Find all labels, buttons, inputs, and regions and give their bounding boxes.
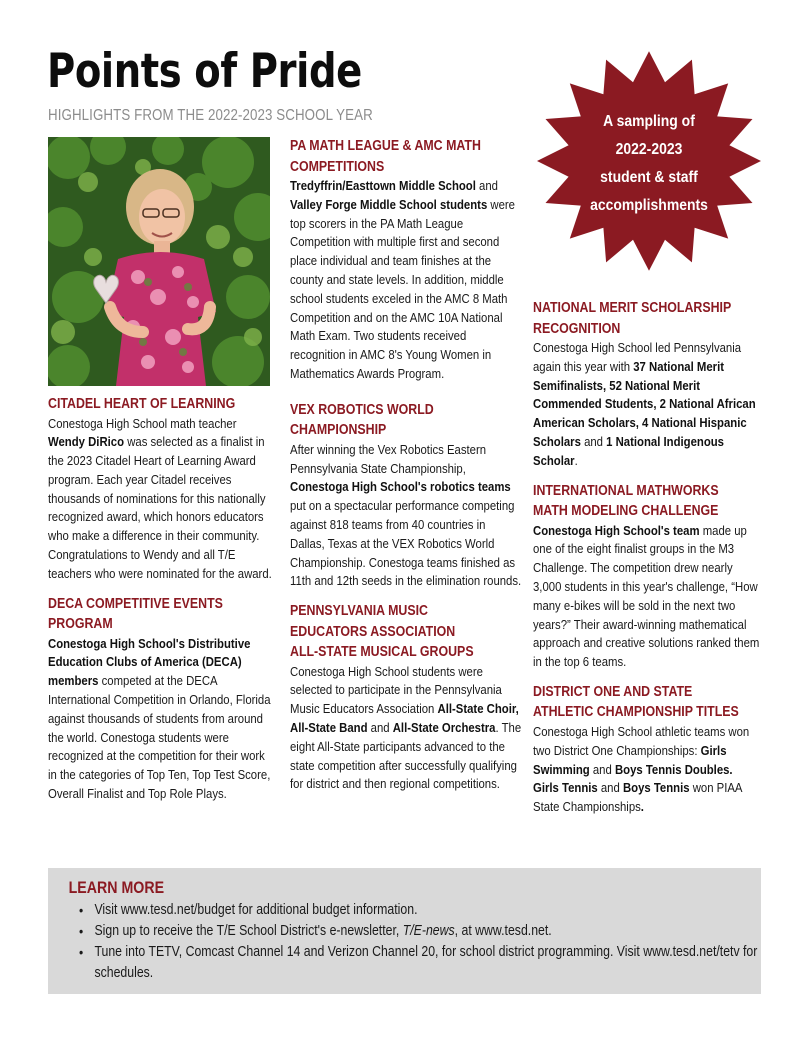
section-body: Conestoga High School athletic teams won two District One Championships: Girls Swimming and Boys Tennis Doubles. Girls Tennis and Boys Tennis won PIAA State Championships. — [533, 723, 750, 815]
section-heading: CITADEL HEART OF LEARNING — [48, 396, 236, 412]
section-heading: PA MATH LEAGUE & AMC MATH COMPETITIONS — [290, 138, 481, 175]
badge-line: 2022-2023 — [615, 141, 683, 158]
section-heading: PENNSYLVANIA MUSIC EDUCATORS ASSOCIATION ALL-STATE MUSICAL GROUPS — [290, 603, 474, 661]
athletic-section — [533, 682, 761, 817]
national-merit-section — [533, 298, 761, 471]
column-3 — [533, 298, 761, 827]
deca-section — [48, 594, 274, 804]
teacher-photo — [48, 137, 270, 386]
section-body: Conestoga High School's Distributive Education Clubs of America (DECA) members competed at the DECA International Competition in Orlando, Florida against thousands of students from around the world. Conestoga students were recognized at the competition for their work in the categories of Top Ten, Top Test Score, Overall Finalist and Top Role Plays. — [48, 635, 271, 802]
list-item: • Tune into TETV, Comcast Channel 14 and Verizon Channel 20, for school district programming. Visit www.tesd.net/tetv for schedules. — [69, 942, 761, 984]
badge-line: accomplishments — [590, 197, 708, 214]
badge-text — [562, 108, 737, 220]
section-heading: NATIONAL MERIT SCHOLARSHIP RECOGNITION — [533, 300, 732, 337]
badge-line: A sampling of — [603, 113, 695, 130]
section-heading: VEX ROBOTICS WORLD CHAMPIONSHIP — [290, 401, 434, 439]
learn-more-list — [69, 900, 761, 984]
learn-more-box — [48, 868, 761, 994]
section-heading: INTERNATIONAL MATHWORKS MATH MODELING CHALLENGE — [533, 482, 719, 520]
section-body: Conestoga High School math teacher Wendy DiRico was selected as a finalist in the 2023 Citadel Heart of Learning Award program. Each year Citadel receives thousands of nominations for this nationally recognized award, which honors educators who make a difference in their community. Congratulations to Wendy and all T/E teachers who were nominated for the award. — [48, 415, 272, 581]
page-subtitle: HIGHLIGHTS FROM THE 2022-2023 SCHOOL YEAR — [48, 107, 373, 124]
badge-line: student & staff — [600, 169, 698, 186]
mathworks-section — [533, 481, 761, 672]
column-2 — [290, 136, 522, 804]
pmea-section — [290, 601, 522, 794]
column-1 — [48, 394, 274, 814]
learn-more-title: LEARN MORE — [68, 879, 165, 897]
section-body: Tredyffrin/Easttown Middle School and Valley Forge Middle School students were top scorers in the PA Math League Competition with multiple first and second place individual and team finishes at the county and state levels. In addition, middle school students exceled in the AMC 8 Math Competition and on the AMC 10A National Math Exam. Two students received recognition in AMC 8's Young Women in Mathematics Awards Program. — [290, 178, 515, 381]
section-body: Conestoga High School led Pennsylvania again this year with 37 National Merit Semifinalists, 52 National Merit Commended Students, 2 National African American Scholars, 4 National Hispanic Scholars and 1 National Indigenous Scholar. — [533, 340, 756, 468]
math-league-section — [290, 136, 522, 384]
citadel-section — [48, 394, 274, 584]
page-title: Points of Pride — [47, 44, 362, 99]
section-body: After winning the Vex Robotics Eastern Pennsylvania State Championship, Conestoga High School's robotics teams put on a spectacular performance competing against 818 teams from 40 countries in Dallas, Texas at the VEX Robotics World Championship. Conestoga teams finished as 11th and 12th seeds in the elimination rounds. — [290, 441, 522, 589]
section-heading: DISTRICT ONE AND STATE ATHLETIC CHAMPIONSHIP TITLES — [533, 683, 739, 721]
section-body: Conestoga High School's team made up one of the eight finalist groups in the M3 Challenge. The competition drew nearly 3,000 students in this year's challenge, “How many e-bikes will be sold in the next two years?” Their award-winning mathematical approach and creative solutions ranked them in the top 6 teams. — [533, 522, 760, 670]
list-item: • Sign up to receive the T/E School District's e-newsletter, T/E-news, at www.tesd.net. — [69, 921, 761, 942]
list-item: • Visit www.tesd.net/budget for additional budget information. — [69, 900, 761, 921]
vex-robotics-section — [290, 400, 522, 591]
section-body: Conestoga High School students were selected to participate in the Pennsylvania Music Educators Association All-State Choir, All-State Band and All-State Orchestra. The eight All-State participants advanced to the state competition after successfully qualifying for district and then regional competitions. — [290, 663, 522, 792]
section-heading: DECA COMPETITIVE EVENTS PROGRAM — [48, 595, 223, 633]
